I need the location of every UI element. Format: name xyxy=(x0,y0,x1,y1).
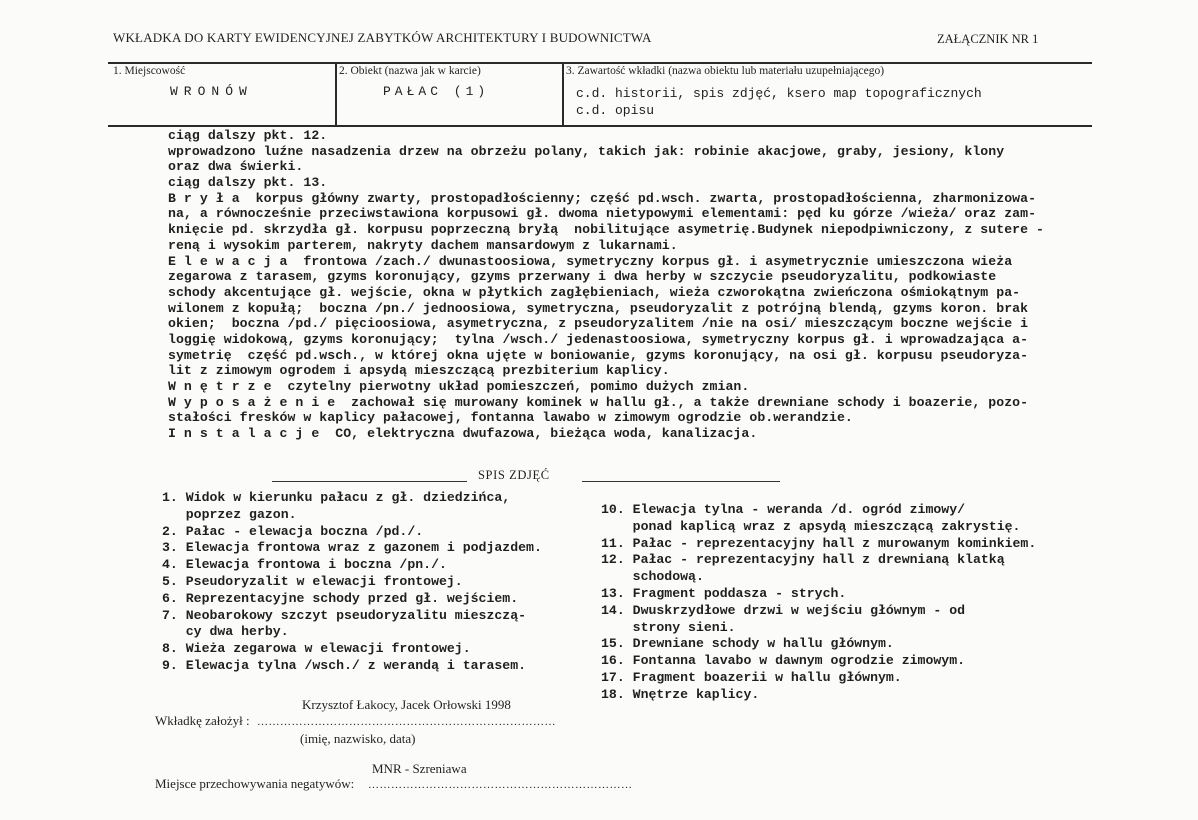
description-body xyxy=(168,128,1068,442)
photos-title-rule-right xyxy=(582,481,780,482)
list-item: 18. Wnętrze kaplicy. xyxy=(601,686,760,702)
list-item: 9. Elewacja tylna /wsch./ z werandą i tarasem. xyxy=(162,657,527,673)
contents-line-1: c.d. historii, spis zdjęć, ksero map topograficznych xyxy=(576,86,982,101)
list-item: 16. Fontanna lavabo w dawnym ogrodzie zimowym. xyxy=(601,653,966,669)
list-item: 7. Neobarokowy szczyt pseudoryzalitu mieszczą- xyxy=(162,607,527,623)
photos-title: SPIS ZDJĘĆ xyxy=(478,468,550,482)
object-label: 2. Obiekt (nazwa jak w karcie) xyxy=(339,65,481,77)
body-line: ciąg dalszy pkt. 13. xyxy=(168,175,328,191)
list-item: 12. Pałac - reprezentacyjny hall z drewnianą klatką xyxy=(601,552,1005,568)
body-line: schody akcentujące gł. wejście, okna w płytkich zagłębieniach, wieża czworokątna zwieńczona ośmiokątnym pa- xyxy=(168,284,1021,300)
photo-list-left xyxy=(162,490,582,675)
body-line: na, a równocześnie przeciwstawiona korpusowi gł. dwoma nietypowymi elementami: pęd ku górze /wieża/ oraz zam- xyxy=(168,206,1037,222)
founded-dots: …………………………………………………………………… xyxy=(257,716,556,728)
body-line: B r y ł a korpus główny zwarty, prostopadłościenny; część pd.wsch. zwarta, prostopadłościenna, zharmonizowa- xyxy=(168,190,1037,206)
body-line: oraz dwa świerki. xyxy=(168,159,304,175)
list-item: 11. Pałac - reprezentacyjny hall z murowanym kominkiem. xyxy=(601,535,1037,551)
table-bottom-rule xyxy=(108,125,1092,127)
founded-label: Wkładkę założył : xyxy=(155,713,250,728)
photos-title-rule-left xyxy=(272,481,467,482)
body-line: reną i wysokim parterem, nakryty dachem mansardowym z lukarnami. xyxy=(168,237,678,253)
list-item: strony sieni. xyxy=(601,619,736,635)
body-line: zegarowa z tarasem, gzyms koronujący, gzyms przerwany i dwa herby w szczycie pseudoryzalitu, podkowiaste xyxy=(168,269,997,285)
location-label: 1. Miejscowość xyxy=(113,65,186,77)
negatives-location-value: MNR - Szreniawa xyxy=(372,761,467,776)
location-value: WRONÓW xyxy=(170,84,253,99)
negatives-label: Miejsce przechowywania negatywów: xyxy=(155,776,355,791)
photo-list-right xyxy=(601,502,1071,704)
body-line: stałości fresków w kaplicy pałacowej, fontanna lawabo w zimowym ogrodzie ob.werandzie. xyxy=(168,410,853,426)
body-line: W n ę t r z e czytelny pierwotny układ pomieszczeń, pomimo dużych zmian. xyxy=(168,379,750,394)
body-line: loggię widokową, gzyms koronujący; tylna /wsch./ jedenastoosiowa, symetryczny korpus gł. i wprowadzająca a- xyxy=(168,331,1029,347)
founded-caption: (imię, nazwisko, data) xyxy=(300,731,416,746)
list-item: 15. Drewniane schody w hallu głównym. xyxy=(601,636,894,652)
list-item: 14. Dwuskrzydłowe drzwi w wejściu głównym - od xyxy=(601,602,966,618)
list-item: 3. Elewacja frontowa wraz z gazonem i podjazdem. xyxy=(162,540,542,556)
form-title: WKŁADKA DO KARTY EWIDENCYJNEJ ZABYTKÓW ARCHITEKTURY I BUDOWNICTWA xyxy=(113,30,652,45)
body-line: lit z zimowym ogrodem i apsydą mieszczącą prezbiterium kaplicy. xyxy=(168,363,670,379)
list-item: cy dwa herby. xyxy=(162,624,289,640)
body-line: okien; boczna /pd./ pięcioosiowa, asymetryczna, z pseudoryzalitem /nie na osi/ mieszczącym boczne wejście i xyxy=(168,316,1029,332)
body-line: I n s t a l a c j e CO, elektryczna dwufazowa, bieżąca woda, kanalizacja. xyxy=(168,426,758,442)
list-item: schodową. xyxy=(601,569,704,585)
body-line: ciąg dalszy pkt. 12. xyxy=(168,128,328,143)
list-item: 17. Fragment boazerii w hallu głównym. xyxy=(601,669,902,685)
object-value: PAŁAC (1) xyxy=(383,84,490,99)
body-line: E l e w a c j a frontowa /zach./ dwunastoosiowa, symetryczny korpus gł. i asymetrycznie umieszczona wieża xyxy=(168,253,1013,269)
contents-line-2: c.d. opisu xyxy=(576,103,655,118)
body-line: wilonem z kopułą; boczna /pn./ jednoosiowa, symetryczna, pseudoryzalit z potrójną blendą, gzyms koron. brak xyxy=(168,300,1029,316)
list-item: 1. Widok w kierunku pałacu z gł. dziedzińca, xyxy=(162,490,511,505)
list-item: 5. Pseudoryzalit w elewacji frontowej. xyxy=(162,573,463,589)
list-item: ponad kaplicą wraz z apsydą mieszczącą zakrystię. xyxy=(601,518,1021,534)
list-item: 6. Reprezentacyjne schody przed gł. wejściem. xyxy=(162,590,519,606)
body-line: symetrię część pd.wsch., w której okna ujęte w boniowanie, gzyms koronujący, na osi gł. korpusu pseudoryza- xyxy=(168,347,1029,363)
table-divider-2 xyxy=(562,62,564,126)
authors-line: Krzysztof Łakocy, Jacek Orłowski 1998 xyxy=(302,697,511,712)
list-item: 8. Wieża zegarowa w elewacji frontowej. xyxy=(162,641,471,657)
body-line: knięcie pd. skrzydła gł. korpusu poprzeczną bryłą nobilitujące asymetrię.Budynek niepodpiwniczony, z sutere - xyxy=(168,222,1045,238)
contents-label: 3. Zawartość wkładki (nazwa obiektu lub materiału uzupełniającego) xyxy=(566,65,885,77)
table-divider-1 xyxy=(335,62,337,126)
list-item: 2. Pałac - elewacja boczna /pd./. xyxy=(162,523,424,539)
annex-number: ZAŁĄCZNIK NR 1 xyxy=(937,32,1039,46)
negatives-dots: …………………………………………………………… xyxy=(368,779,633,791)
body-line: wprowadzono luźne nasadzenia drzew na obrzeżu polany, takich jak: robinie akacjowe, graby, jesiony, klony xyxy=(168,143,1005,159)
list-item: 4. Elewacja frontowa i boczna /pn./. xyxy=(162,557,447,573)
list-item: 13. Fragment poddasza - strych. xyxy=(601,585,847,601)
list-item: 10. Elewacja tylna - weranda /d. ogród zimowy/ xyxy=(601,502,966,517)
table-top-rule xyxy=(108,62,1092,64)
body-line: W y p o s a ż e n i e zachował się murowany kominek w hallu gł., a także drewniane schody i boazerie, pozo- xyxy=(168,394,1029,410)
list-item: poprzez gazon. xyxy=(162,506,297,522)
